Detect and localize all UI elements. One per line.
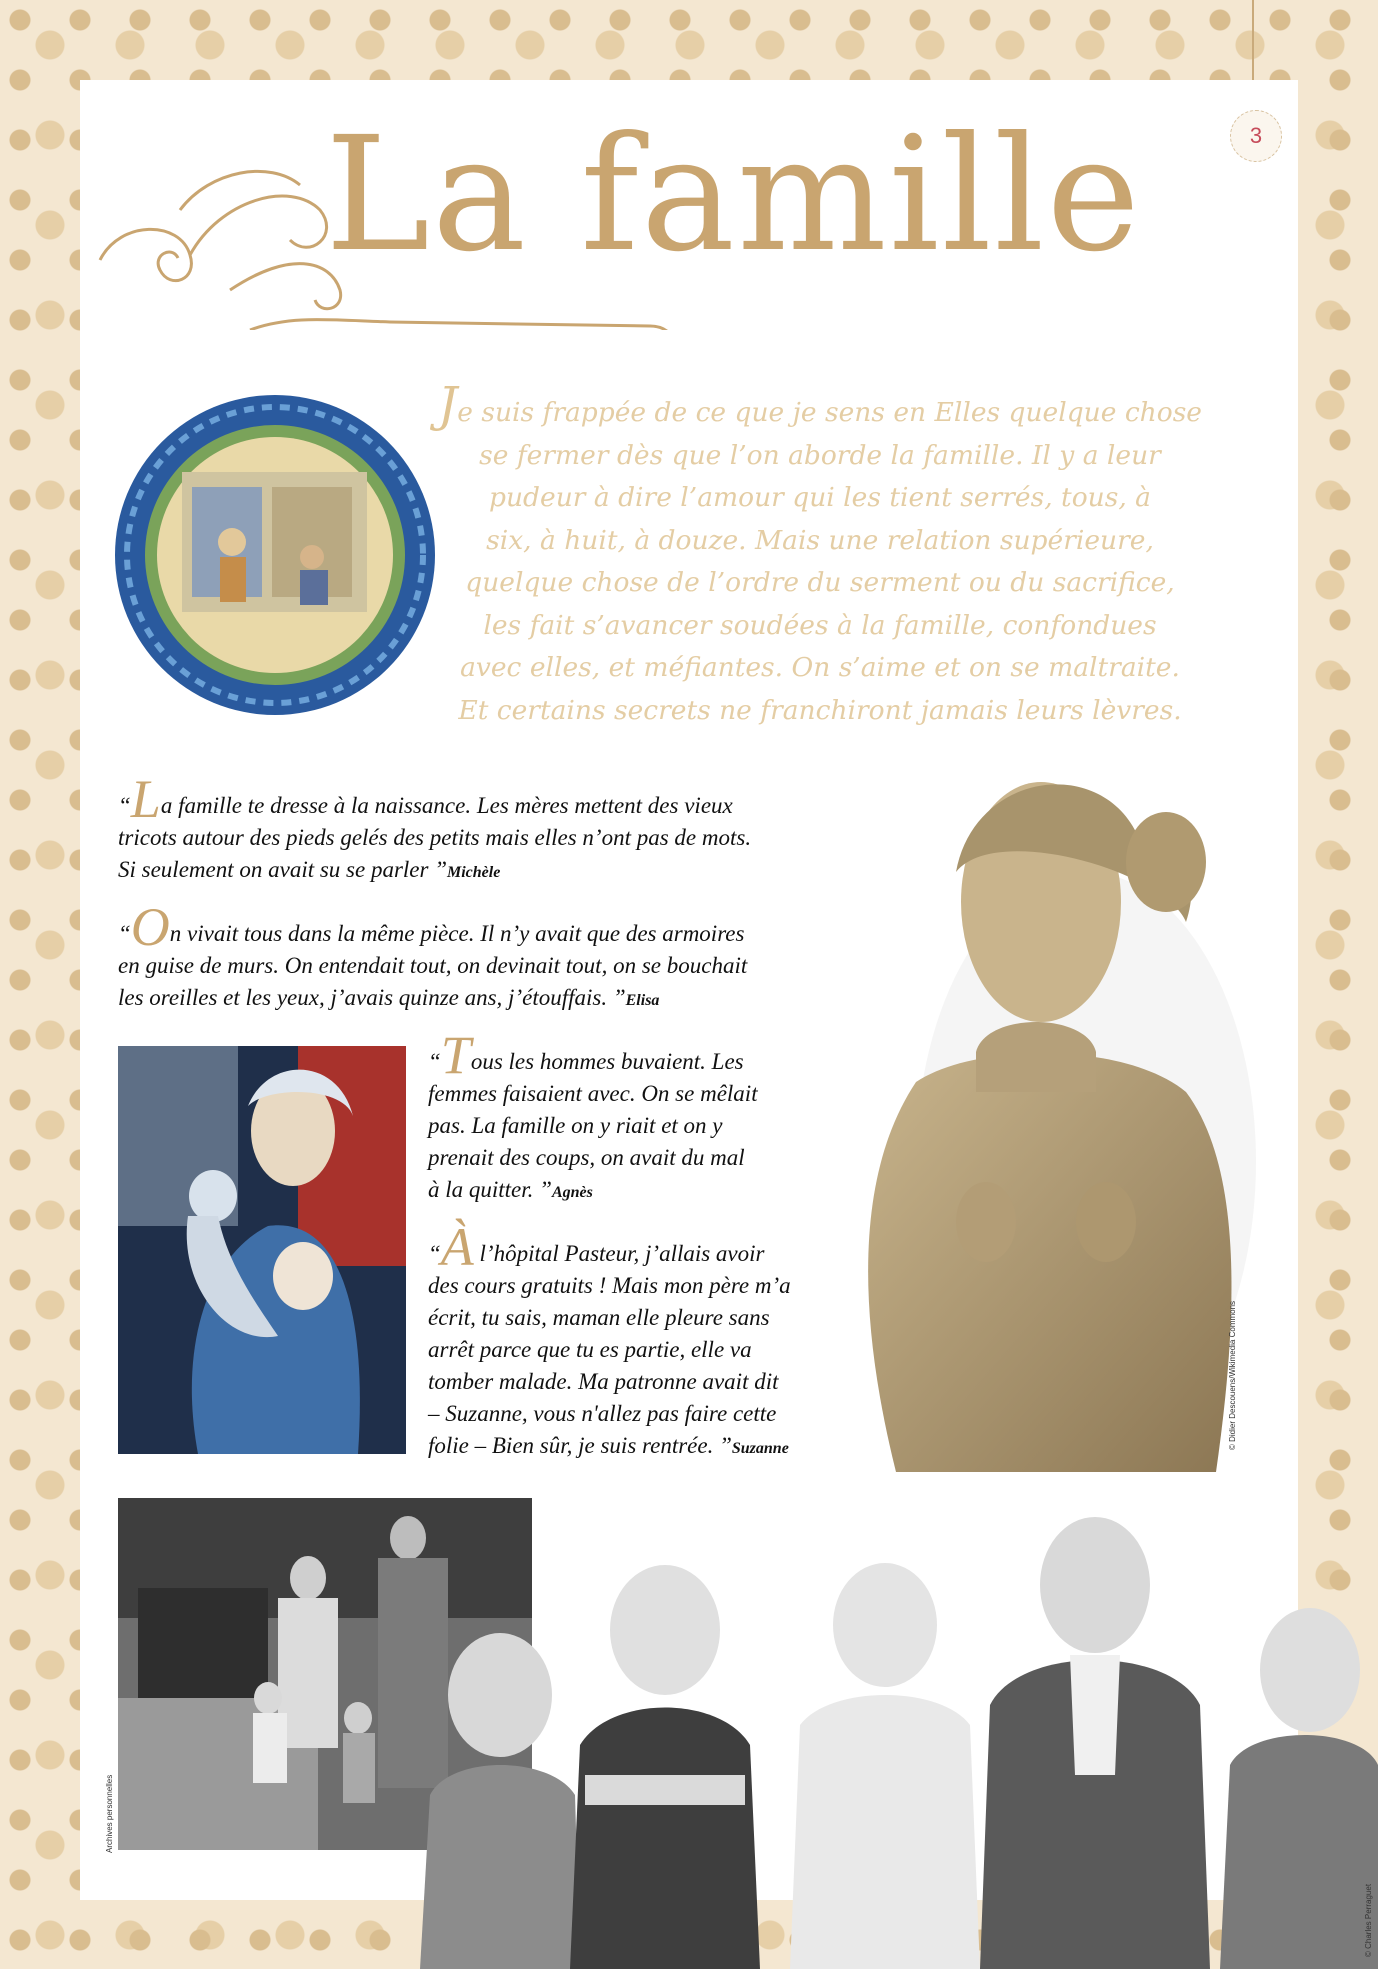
quote-line: les oreilles et les yeux, j’avais quinze ans, j’étouffais. ” [118, 985, 626, 1010]
intro-line: les fait s’avancer soudées à la famille, confondues [483, 609, 1157, 641]
quote-line: l’hôpital Pasteur, j’allais avoir [473, 1241, 765, 1266]
sculpture-credit: © Didier Descouens/Wikimedia Commons [1228, 1300, 1237, 1450]
archives-credit: Archives personnelles [105, 1774, 114, 1853]
quote-author: Agnès [551, 1184, 593, 1201]
quote-dropcap: O [130, 897, 170, 957]
children-group-photo [380, 1515, 1378, 1969]
quote-michele [118, 769, 818, 889]
quote-suzanne [428, 1217, 828, 1465]
intro-line: pudeur à dire l’amour qui les tient serrés, tous, à [489, 482, 1151, 513]
quote-line: ous les hommes buvaient. Les [470, 1049, 744, 1074]
intro-line-text: e suis frappée de ce que je sens en Elles quelque chose [457, 397, 1202, 428]
quote-line: folie – Bien sûr, je suis rentrée. ” [428, 1433, 732, 1458]
quote-open-mark: “ [118, 921, 131, 946]
quote-line: des cours gratuits ! Mais mon père m’a [428, 1273, 791, 1298]
quote-open-mark: “ [118, 793, 131, 818]
page-number-badge: 3 [1230, 110, 1282, 162]
intro-line: Et certains secrets ne franchiront jamais leurs lèvres. [458, 694, 1182, 726]
quote-dropcap: L [130, 769, 161, 829]
quote-author: Suzanne [731, 1440, 789, 1457]
quote-elisa [118, 897, 830, 1017]
quote-line: en guise de murs. On entendait tout, on devinait tout, on se bouchait [118, 953, 748, 978]
quote-line: – Suzanne, vous n'allez pas faire cette [428, 1401, 777, 1426]
intro-line: avec elles, et méfiantes. On s’aime et on se maltraite. [460, 652, 1180, 683]
title-block [90, 95, 1142, 325]
quote-author: Michèle [447, 864, 501, 881]
intro-paragraph [390, 377, 1250, 732]
quote-author: Elisa [625, 992, 660, 1009]
quote-line: écrit, tu sais, maman elle pleure sans [428, 1305, 770, 1330]
quote-line: Si seulement on avait su se parler ” [118, 857, 447, 882]
intro-dropcap: J [437, 377, 458, 433]
intro-line [390, 377, 1250, 435]
sculpture-bust-image [836, 752, 1256, 1472]
quote-agnes [428, 1025, 828, 1209]
quote-dropcap: T [440, 1025, 471, 1085]
quote-line: a famille te dresse à la naissance. Les mères mettent des vieux [160, 793, 733, 818]
quote-line: tricots autour des pieds gelés des petits mais elles n’ont pas de mots. [118, 825, 752, 850]
mother-and-child-painting [118, 1046, 406, 1454]
intro-line: se fermer dès que l’on aborde la famille. Il y a leur [479, 439, 1161, 471]
quote-line: à la quitter. ” [428, 1177, 552, 1202]
quote-line: pas. La famille on y riait et on y [428, 1113, 723, 1138]
intro-line: quelque chose de l’ordre du serment ou du sacrifice, [465, 567, 1175, 598]
page-title: La famille [325, 103, 1142, 287]
quote-open-mark: “ [428, 1049, 441, 1074]
quote-dropcap: À [440, 1217, 474, 1277]
photo-credit: © Charles Perraguet [1364, 1883, 1373, 1957]
quote-line: n vivait tous dans la même pièce. Il n’y avait que des armoires [169, 921, 745, 946]
quote-open-mark: “ [428, 1241, 441, 1266]
quote-line: prenait des coups, on avait du mal [428, 1145, 745, 1170]
intro-line: six, à huit, à douze. Mais une relation supérieure, [486, 524, 1154, 556]
quote-line: arrêt parce que tu es partie, elle va [428, 1337, 752, 1362]
quote-line: tomber malade. Ma patronne avait dit [428, 1369, 779, 1394]
quote-line: femmes faisaient avec. On se mêlait [428, 1081, 758, 1106]
